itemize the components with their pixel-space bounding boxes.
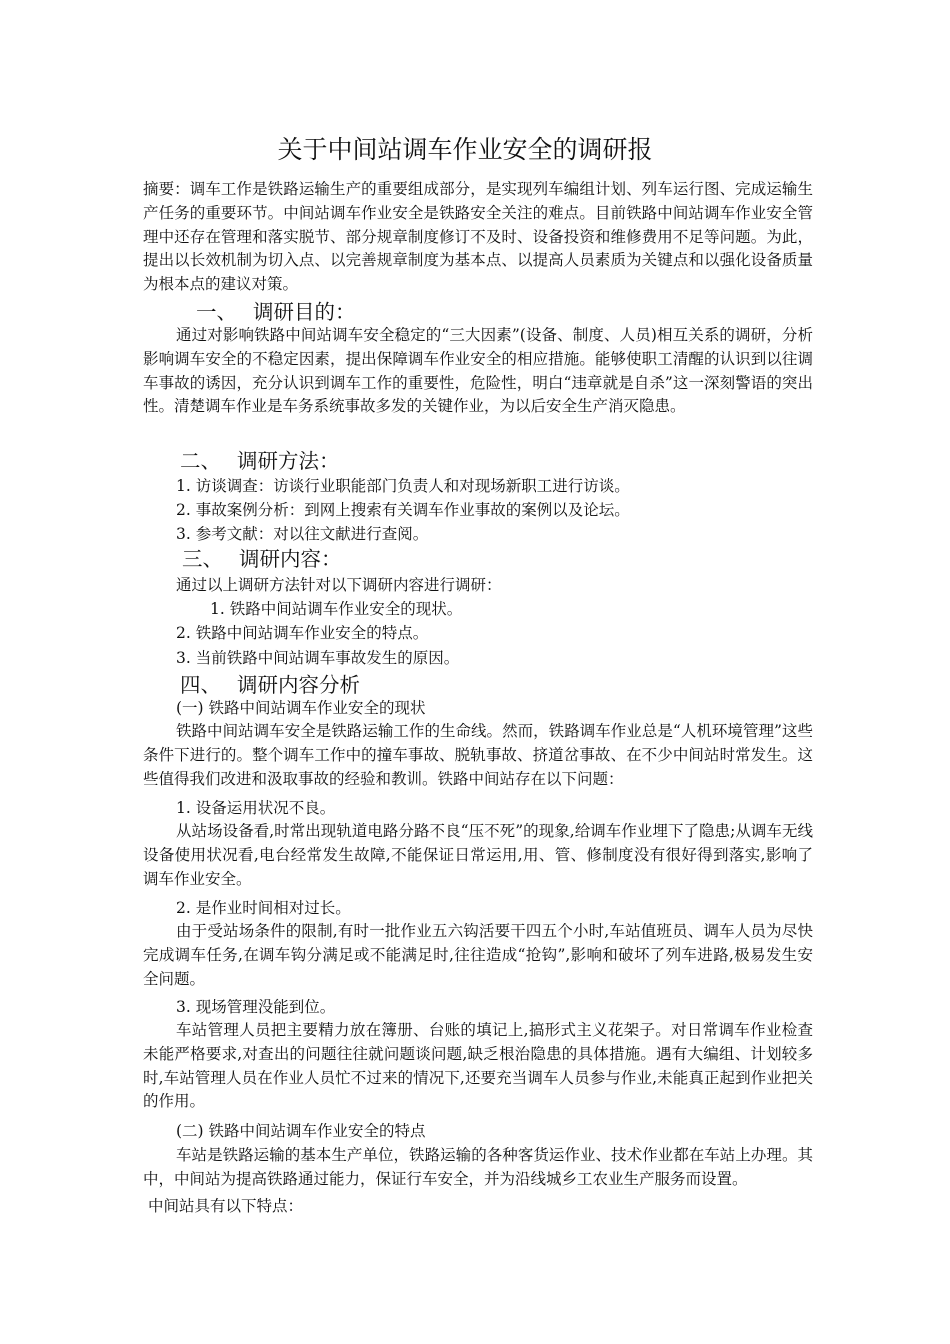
subsection-1-body [143, 720, 813, 791]
section-2-heading [180, 448, 340, 474]
subsection-2-body [143, 1144, 813, 1192]
subsection-2-title: (二) 铁路中间站调车作业安全的特点 [176, 1122, 426, 1140]
section-1-paragraph: 通过对影响铁路中间站调车安全稳定的“三大因素”(设备、制度、人员)相互关系的调研，分析影响调车安全的不稳定因素，提出保障调车作业安全的相应措施。能够使职工清醒的认识到以往调车事故的诱因，充分认识到调车工作的重要性，危险性，明白“违章就是自杀”这一深刻警语的突出性。清楚调车作业是车务系统事故多发的关键作业，为以后安全生产消灭隐患。 [143, 326, 813, 416]
section-1-number: 一、 [196, 300, 237, 324]
section-1-heading [196, 299, 356, 325]
subsection-1-title: (一) 铁路中间站调车作业安全的现状 [176, 699, 426, 717]
section-3-heading [182, 546, 342, 572]
content-item-3: 3. 当前铁路中间站调车事故发生的原因。 [176, 649, 460, 667]
problem-2-paragraph: 由于受站场条件的限制,有时一批作业五六钩活要干四五个小时,车站值班员、调车人员为尽快完成调车任务,在调车钩分满足或不能满足时,往往造成“抢钩”,影响和破坏了列车进路,极易发生安全问题。 [143, 922, 813, 988]
content-item-1: 1. 铁路中间站调车作业安全的现状。 [210, 600, 463, 618]
problem-3-paragraph: 车站管理人员把主要精力放在簿册、台账的填记上,搞形式主义花架子。对日常调车作业检查未能严格要求,对查出的问题往往就问题谈问题,缺乏根治隐患的具体措施。遇有大编组、计划较多时,车站管理人员在作业人员忙不过来的情况下,还要充当调车人员参与作业,未能真正起到作业把关的作用。 [143, 1021, 813, 1111]
problem-2-body [143, 920, 813, 991]
section-3-title: 调研内容： [239, 547, 342, 571]
section-4-heading [180, 672, 360, 698]
section-2-number: 二、 [180, 449, 221, 473]
section-3-number: 三、 [182, 547, 223, 571]
method-item-3: 3. 参考文献：对以往文献进行查阅。 [176, 525, 429, 543]
content-item-2: 2. 铁路中间站调车作业安全的特点。 [176, 624, 429, 642]
station-paragraph: 车站是铁路运输的基本生产单位，铁路运输的各种客货运作业、技术作业都在车站上办理。其中，中间站为提高铁路通过能力，保证行车安全，并为沿线城乡工农业生产服务而设置。 [143, 1146, 813, 1188]
abstract-text: 摘要：调车工作是铁路运输生产的重要组成部分，是实现列车编组计划、列车运行图、完成运输生产任务的重要环节。中间站调车作业安全是铁路安全关注的难点。目前铁路中间站调车作业安全管理中还存在管理和落实脱节、部分规章制度修订不及时、设备投资和维修费用不足等问题。为此，提出以长效机制为切入点、以完善规章制度为基本点、以提高人员素质为关键点和以强化设备质量为根本点的建议对策。 [143, 180, 813, 294]
section-1-title: 调研目的： [253, 300, 356, 324]
section-1-body [143, 324, 813, 419]
features-intro: 中间站具有以下特点： [148, 1197, 304, 1215]
content-intro: 通过以上调研方法针对以下调研内容进行调研： [176, 576, 502, 594]
method-item-2: 2. 事故案例分析：到网上搜索有关调车作业事故的案例以及论坛。 [176, 501, 630, 519]
method-item-1: 1. 访谈调查：访谈行业职能部门负责人和对现场新职工进行访谈。 [176, 477, 630, 495]
problem-item-2: 2. 是作业时间相对过长。 [176, 899, 351, 917]
problem-3-body [143, 1019, 813, 1114]
problem-item-3: 3. 现场管理没能到位。 [176, 998, 336, 1016]
problem-item-1: 1. 设备运用状况不良。 [176, 799, 336, 817]
section-4-number: 四、 [180, 673, 221, 697]
abstract-paragraph [143, 178, 813, 297]
document-title: 关于中间站调车作业安全的调研报 [277, 135, 653, 164]
section-4-title: 调研内容分析 [237, 673, 360, 697]
problem-1-body [143, 820, 813, 891]
section-2-title: 调研方法： [237, 449, 340, 473]
problem-1-paragraph: 从站场设备看,时常出现轨道电路分路不良“压不死”的现象,给调车作业埋下了隐患;从调车无线设备使用状况看,电台经常发生故障,不能保证日常运用,用、管、修制度没有很好得到落实,影响了调车作业安全。 [143, 822, 813, 888]
status-paragraph: 铁路中间站调车安全是铁路运输工作的生命线。然而，铁路调车作业总是“人机环境管理”这些条件下进行的。整个调车工作中的撞车事故、脱轨事故、挤道岔事故、在不少中间站时常发生。这些值得我们改进和汲取事故的经验和教训。铁路中间站存在以下问题： [143, 722, 813, 788]
